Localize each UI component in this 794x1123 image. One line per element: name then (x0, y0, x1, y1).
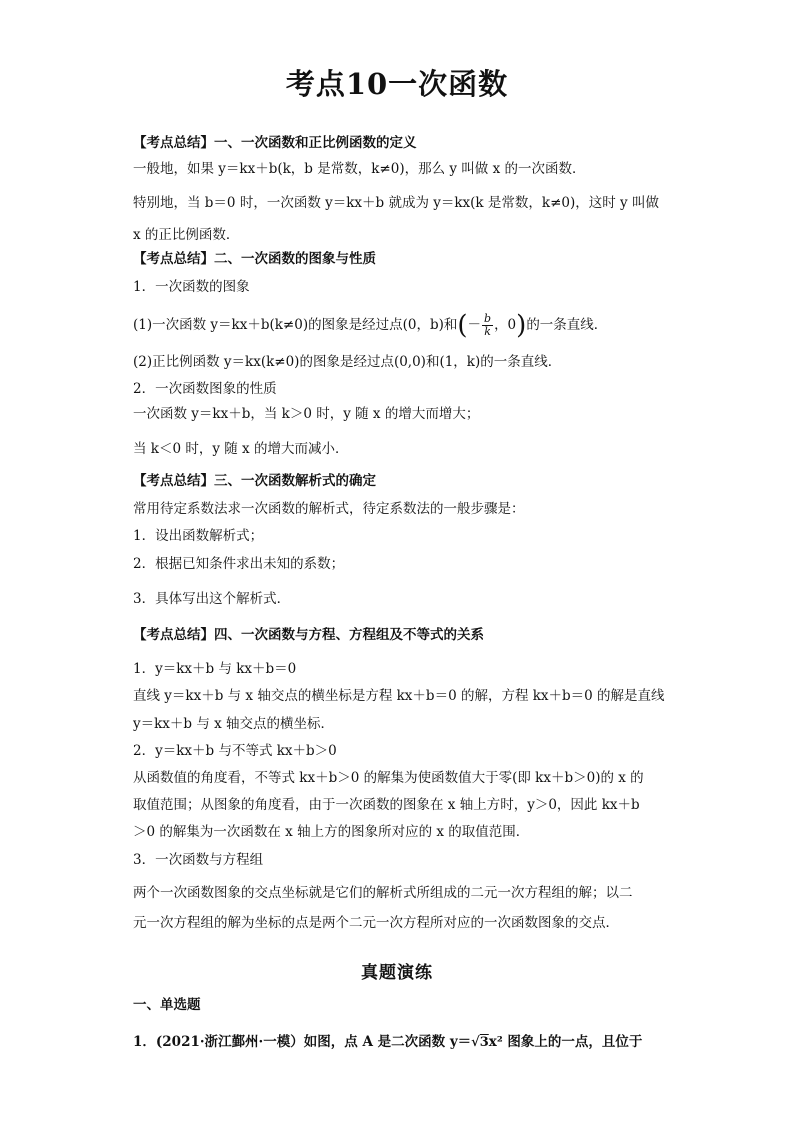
s4-line-10: 元一次方程组的解为坐标的点是两个二元一次方程所对应的一次函数图象的交点． (133, 915, 619, 931)
right-paren: ) (516, 310, 527, 341)
exercises-subtitle: 一、单选题 (133, 997, 201, 1013)
s3-line-3: 2．根据已知条件求出未知的系数； (133, 556, 345, 572)
s2-line-3: (2)正比例函数 y＝kx(k≠0)的图象是经过点(0,0)和(1，k)的一条直线． (133, 354, 562, 370)
fraction-denominator: k (484, 325, 491, 338)
minus-sign: － (467, 317, 482, 333)
s4-line-3: y＝kx＋b 与 x 轴交点的横坐标． (133, 716, 335, 732)
left-paren: ( (457, 310, 468, 341)
question-1 (133, 1033, 663, 1052)
page-title: 考点10一次函数 (285, 67, 509, 101)
s4-line-2: 直线 y＝kx＋b 与 x 轴交点的横坐标是方程 kx＋b＝0 的解，方程 kx＋b＝0 的解是直线 (133, 688, 665, 704)
s4-line-9: 两个一次函数图象的交点坐标就是它们的解析式所组成的二元一次方程组的解；以二 (133, 885, 633, 901)
s2-line-2 (133, 310, 663, 341)
s2-line-4: 2．一次函数图象的性质 (133, 381, 277, 397)
fraction-b-over-k (482, 313, 493, 338)
sqrt-3: √3 (471, 1035, 489, 1050)
fraction-numerator: b (484, 312, 492, 325)
section-2-header: 【考点总结】二、一次函数的图象与性质 (133, 251, 376, 267)
question-1-post: x² 图象上的一点，且位于 (488, 1034, 643, 1050)
s3-line-2: 1．设出函数解析式； (133, 528, 264, 544)
s2-line-6: 当 k＜0 时，y 随 x 的增大而减小． (133, 441, 349, 457)
s1-paragraph-2b: x 的正比例函数． (133, 227, 240, 243)
s4-line-7: ＞0 的解集为一次函数在 x 轴上方的图象所对应的 x 的取值范围． (133, 824, 530, 840)
section-4-header: 【考点总结】四、一次函数与方程、方程组及不等式的关系 (133, 627, 484, 643)
s4-line-8: 3．一次函数与方程组 (133, 852, 264, 868)
section-1-header: 【考点总结】一、一次函数和正比例函数的定义 (133, 135, 417, 151)
s1-paragraph-2a: 特别地，当 b＝0 时，一次函数 y＝kx＋b 就成为 y＝kx(k 是常数，k≠0)，这时 y 叫做 (133, 195, 659, 211)
question-1-pre: 1．(2021·浙江鄞州·一模）如图，点 A 是二次函数 y＝ (133, 1034, 472, 1050)
s2-line-1: 1．一次函数的图象 (133, 279, 250, 295)
s4-line-6: 取值范围；从图象的角度看，由于一次函数的图象在 x 轴上方时，y＞0，因此 kx＋b (133, 797, 640, 813)
s4-line-1: 1．y＝kx＋b 与 kx＋b＝0 (133, 661, 297, 677)
exercises-title: 真题演练 (361, 963, 433, 983)
s2-line-2-pre: (1)一次函数 y＝kx＋b(k≠0)的图象是经过点(0，b)和 (133, 317, 458, 333)
s3-line-4: 3．具体写出这个解析式． (133, 591, 291, 607)
s4-line-5: 从函数值的角度看，不等式 kx＋b＞0 的解集为使函数值大于零(即 kx＋b＞0)的 x 的 (133, 770, 644, 786)
s1-paragraph-1: 一般地，如果 y＝kx＋b(k，b 是常数，k≠0)，那么 y 叫做 x 的一次函数． (133, 161, 586, 177)
s3-line-1: 常用待定系数法求一次函数的解析式，待定系数法的一般步骤是： (133, 501, 525, 517)
s2-line-2-post: ，0 (494, 317, 517, 333)
s2-line-2-end: 的一条直线． (526, 317, 608, 333)
s2-line-5: 一次函数 y＝kx＋b，当 k＞0 时，y 随 x 的增大而增大； (133, 406, 480, 422)
section-3-header: 【考点总结】三、一次函数解析式的确定 (133, 473, 376, 489)
s4-line-4: 2．y＝kx＋b 与不等式 kx＋b＞0 (133, 743, 337, 759)
